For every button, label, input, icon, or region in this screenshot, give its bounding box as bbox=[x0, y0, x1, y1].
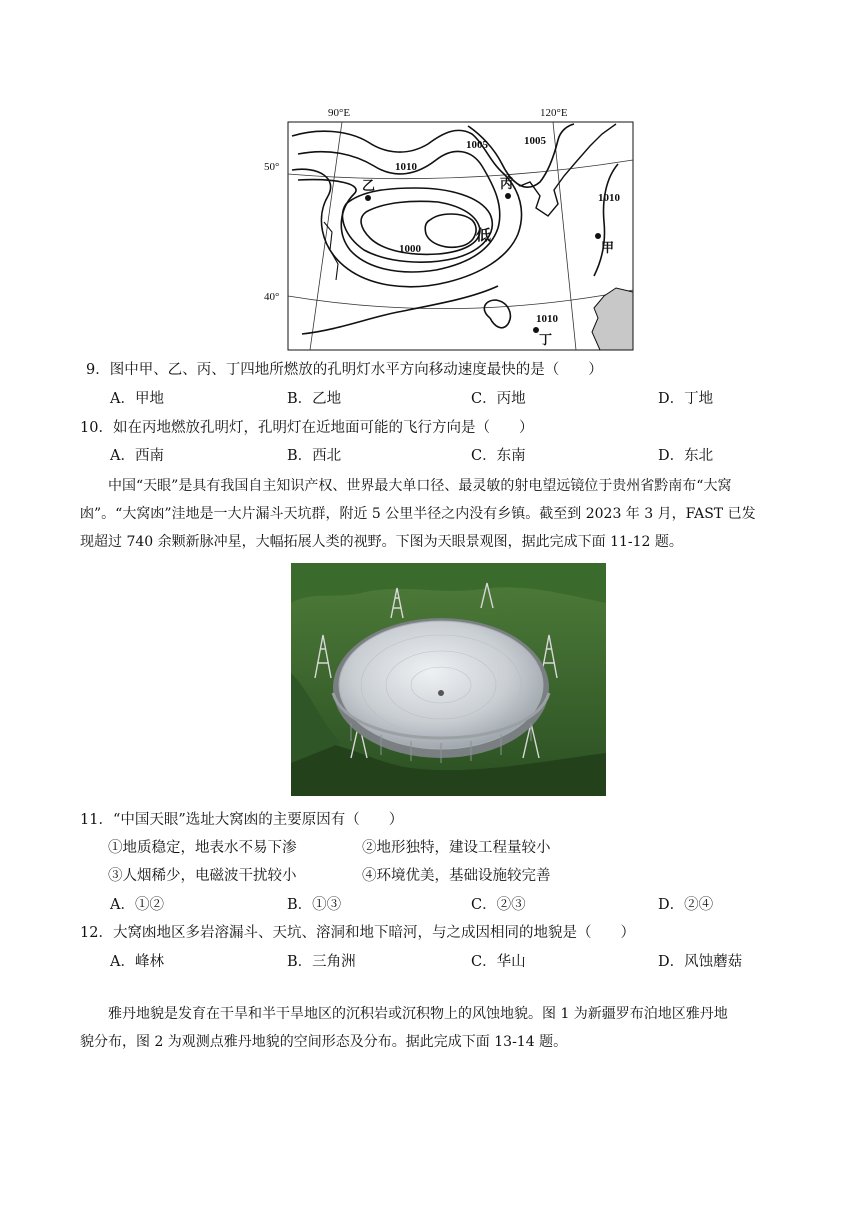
question-10: 10．如在丙地燃放孔明灯，孔明灯在近地面可能的飞行方向是（ ） bbox=[80, 420, 534, 436]
q9-option-c[interactable]: C．丙地 bbox=[471, 391, 526, 407]
lon-label-120: 120°E bbox=[540, 107, 568, 119]
passage-fast bbox=[80, 472, 792, 556]
q12-option-b[interactable]: B．三角洲 bbox=[287, 954, 356, 970]
q11-option-a[interactable]: A．①② bbox=[110, 897, 164, 913]
isobar-label-1005-b: 1005 bbox=[524, 135, 546, 147]
point-jia-marker bbox=[595, 233, 601, 239]
point-yi-label: 乙 bbox=[362, 179, 376, 194]
low-pressure-label: 低 bbox=[476, 226, 492, 244]
q9-option-a[interactable]: A．甲地 bbox=[110, 391, 164, 407]
q11-item-4: ④环境优美，基础设施较完善 bbox=[362, 868, 551, 884]
q11-item-1: ①地质稳定，地表水不易下渗 bbox=[108, 840, 297, 856]
point-bing-marker bbox=[505, 193, 511, 199]
q9-option-d[interactable]: D．丁地 bbox=[658, 391, 714, 407]
passage-yardang-line-2: 貌分布，图 2 为观测点雅丹地貌的空间形态及分布。据此完成下面 13-14 题。 bbox=[80, 1034, 568, 1050]
question-11: 11．“中国天眼”选址大窝凼的主要原因有（ ） bbox=[80, 812, 404, 828]
point-bing-label: 丙 bbox=[500, 177, 514, 192]
passage-yardang-line-1: 雅丹地貌是发育在干旱和半干旱地区的沉积岩或沉积物上的风蚀地貌。图 1 为新疆罗布泊地区雅丹地 bbox=[108, 1006, 728, 1022]
q10-option-c[interactable]: C．东南 bbox=[471, 448, 526, 464]
q10-option-b[interactable]: B．西北 bbox=[287, 448, 342, 464]
q11-option-b[interactable]: B．①③ bbox=[287, 897, 342, 913]
point-ding-label: 丁 bbox=[539, 333, 553, 348]
q9-option-b[interactable]: B．乙地 bbox=[287, 391, 342, 407]
lon-label-90: 90°E bbox=[328, 107, 351, 119]
isobar-label-1005-a: 1005 bbox=[466, 139, 488, 151]
q12-option-c[interactable]: C．华山 bbox=[471, 954, 526, 970]
q10-option-a[interactable]: A．西南 bbox=[110, 448, 164, 464]
isobar-label-1010-a: 1010 bbox=[395, 161, 417, 173]
q11-option-c[interactable]: C．②③ bbox=[471, 897, 526, 913]
point-yi-marker bbox=[365, 195, 371, 201]
q12-option-d[interactable]: D．风蚀蘑菇 bbox=[658, 954, 743, 970]
lat-label-50: 50° bbox=[264, 161, 280, 173]
lat-label-40: 40° bbox=[264, 291, 280, 303]
q10-option-d[interactable]: D．东北 bbox=[658, 448, 714, 464]
q11-option-d[interactable]: D．②④ bbox=[658, 897, 714, 913]
isobar-map bbox=[258, 104, 638, 356]
isobar-label-1010-c: 1010 bbox=[536, 313, 558, 325]
question-12: 12．大窝凼地区多岩溶漏斗、天坑、溶洞和地下暗河，与之成因相同的地貌是（ ） bbox=[80, 925, 635, 941]
q11-item-3: ③人烟稀少，电磁波干扰较小 bbox=[108, 868, 297, 884]
passage-fast-line-2: 凼”。“大窝凼”洼地是一大片漏斗天坑群，附近 5 公里半径之内没有乡镇。截至到 2023 年 3 月，FAST 已发 bbox=[80, 506, 756, 522]
q12-option-a[interactable]: A．峰林 bbox=[110, 954, 164, 970]
fast-telescope-photo bbox=[291, 563, 606, 796]
question-9: 9．图中甲、乙、丙、丁四地所燃放的孔明灯水平方向移动速度最快的是（ ） bbox=[86, 362, 603, 378]
q11-item-2: ②地形独特，建设工程量较小 bbox=[362, 840, 551, 856]
passage-yardang bbox=[80, 1000, 792, 1056]
passage-fast-line-1: 中国“天眼”是具有我国自主知识产权、世界最大单口径、最灵敏的射电望远镜位于贵州省黔南布“大窝 bbox=[108, 478, 732, 494]
passage-fast-line-3: 现超过 740 余颗新脉冲星，大幅拓展人类的视野。下图为天眼景观图，据此完成下面 11-12 题。 bbox=[80, 534, 683, 550]
isobar-label-1000: 1000 bbox=[399, 243, 421, 255]
isobar-label-1010-b: 1010 bbox=[598, 192, 620, 204]
point-jia-label: 甲 bbox=[601, 241, 615, 256]
